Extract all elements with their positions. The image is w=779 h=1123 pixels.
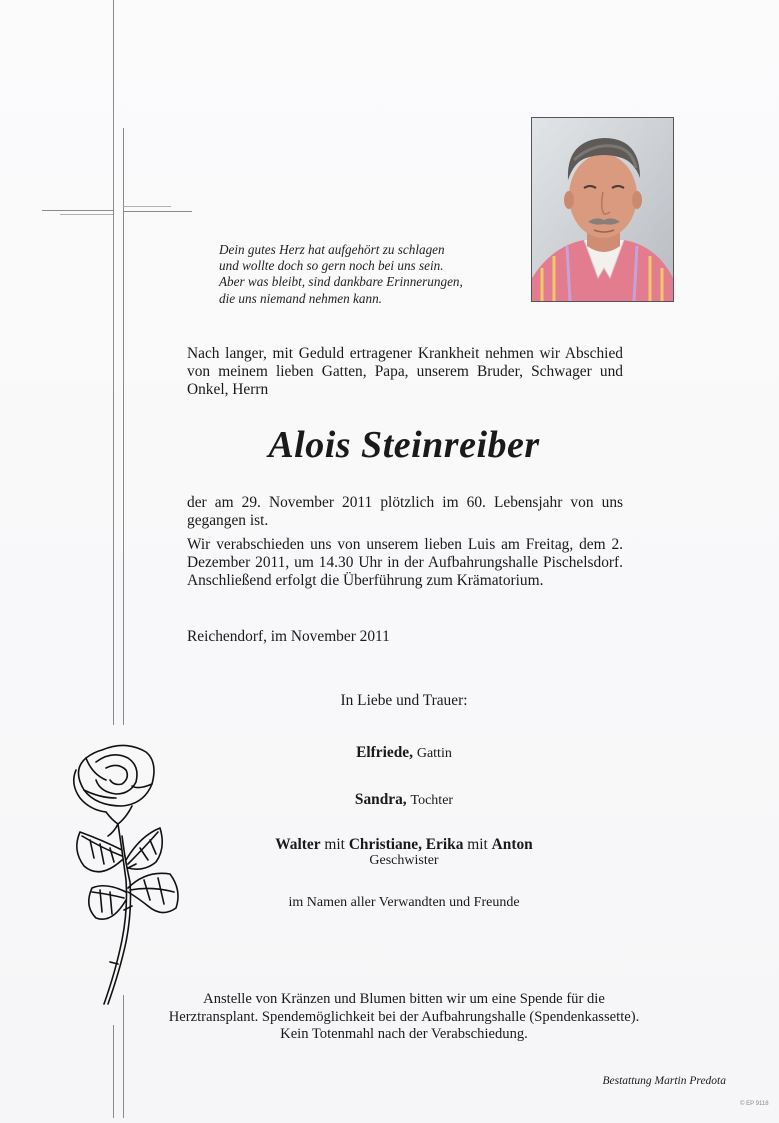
- quote-line: Dein gutes Herz hat aufgehört zu schlagen: [219, 242, 445, 257]
- print-code: © EP 9118: [740, 1101, 769, 1107]
- mourner-name: Walter: [275, 836, 321, 853]
- mourner-name: Christiane,: [348, 836, 422, 853]
- memorial-quote: [219, 242, 519, 307]
- mourner-role: Gattin: [416, 746, 452, 761]
- mourner-role-siblings: Geschwister: [369, 853, 439, 868]
- mourner-name: Anton: [491, 836, 533, 853]
- mourners-others: im Namen aller Verwandten und Freunde: [288, 895, 520, 910]
- donation-notice: [150, 991, 658, 1044]
- mourner-role: Tochter: [410, 793, 454, 808]
- cross-vertical-right: [123, 128, 124, 725]
- mourner-name: Erika: [425, 836, 464, 853]
- footer-line: Kein Totenmahl nach der Verabschiedung.: [280, 1026, 528, 1042]
- footer-line: Anstelle von Kränzen und Blumen bitten wir um eine Spende für die: [203, 991, 605, 1007]
- place-date: Reichendorf, im November 2011: [187, 628, 390, 645]
- mourners-heading: In Liebe und Trauer:: [340, 692, 468, 709]
- portrait-photo: [531, 117, 674, 302]
- cross-lower-left: [113, 1025, 114, 1118]
- mourner-connector: mit: [324, 836, 345, 853]
- mourner-connector: mit: [467, 836, 488, 853]
- death-notice-paragraph: der am 29. November 2011 plötzlich im 60. Lebensjahr von uns gegangen ist.: [187, 494, 623, 529]
- mourner-daughter: [150, 791, 658, 809]
- mourner-wife: [150, 744, 658, 762]
- mourner-name: Elfriede,: [356, 744, 413, 761]
- rose-icon: [66, 740, 192, 1008]
- cross-lower-right: [123, 995, 124, 1118]
- mourner-siblings: [150, 836, 658, 854]
- intro-paragraph: Nach langer, mit Geduld ertragener Krankheit nehmen wir Abschied von meinem lieben Gatten, Papa, unserem Bruder, Schwager und Onkel, Herrn: [187, 345, 623, 398]
- cross-horizontal-bottom: [123, 211, 192, 212]
- cross-vertical-left: [113, 0, 114, 725]
- quote-line: und wollte doch so gern noch bei uns sein.: [219, 258, 444, 274]
- cross-horizontal-top-right: [123, 206, 171, 207]
- farewell-paragraph: Wir verabschieden uns von unserem lieben Luis am Freitag, dem 2. Dezember 2011, um 14.30 Uhr in der Aufbahrungshalle Pischelsdorf. Anschließend erfolgt die Überführung zum Krämatorium.: [187, 536, 623, 589]
- cross-horizontal-top: [42, 210, 113, 211]
- quote-line: die uns niemand nehmen kann.: [219, 290, 382, 306]
- deceased-name: Alois Steinreiber: [268, 424, 540, 466]
- mourner-name: Sandra,: [354, 791, 407, 808]
- quote-line: Aber was bleibt, sind dankbare Erinnerungen,: [219, 274, 463, 290]
- undertaker-credit: Bestattung Martin Predota: [602, 1075, 726, 1087]
- footer-line: Herztransplant. Spendemöglichkeit bei der Aufbahrungshalle (Spendenkassette).: [168, 1008, 640, 1025]
- cross-horizontal-bottom-left: [60, 214, 113, 215]
